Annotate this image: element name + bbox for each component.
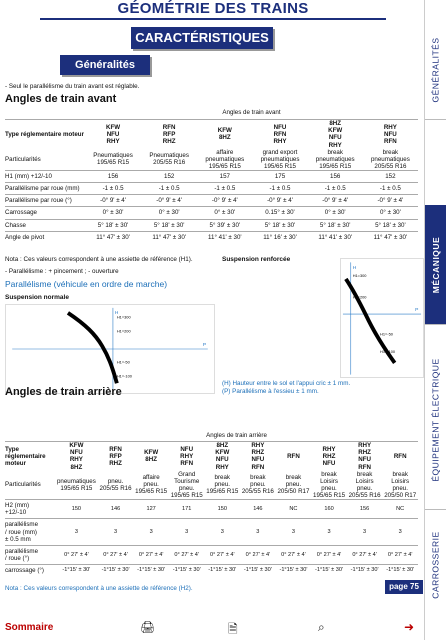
value-cell: 3 — [169, 519, 205, 545]
value-cell: 0° ± 30' — [308, 207, 363, 219]
value-cell: 11° 16' ± 30' — [252, 231, 307, 243]
rear-tyres-cell: break Loisirs pneu. 195/65 R15 — [313, 470, 346, 499]
value-cell: 5° 18' ± 30' — [363, 219, 418, 231]
print-icon[interactable]: 🖨 — [140, 620, 156, 634]
value-cell: 5° 18' ± 30' — [141, 219, 197, 231]
front-note: Nota : Ces valeurs correspondent à une assiette de référence (H1). — [5, 256, 193, 263]
legend-h: (H) Hauteur entre le sol et l'appui cric ± 1 mm. — [222, 380, 351, 387]
value-cell: 0° 27' ± 4' — [240, 545, 276, 564]
value-cell: -1 ± 0.5 — [252, 183, 307, 195]
value-cell: 5° 18' ± 30' — [252, 219, 307, 231]
legend-p: (P) Parallélisme à l'essieu ± 1 mm. — [222, 388, 319, 395]
page-number: page 75 — [385, 580, 423, 594]
tab-generalites[interactable]: GÉNÉRALITÉS — [425, 20, 446, 120]
value-cell: -1°15' ± 30' — [382, 565, 418, 577]
rear-tyres-cell: break Loisirs pneu. 205/50 R17 — [384, 470, 417, 499]
row-label: Parallélisme par roue (°) — [5, 195, 85, 207]
parallelism-title: Parallélisme (véhicule en ordre de marche) — [5, 279, 168, 289]
front-tyres-label: Particularités — [5, 155, 41, 163]
value-cell: 5° 39' ± 30' — [197, 219, 252, 231]
front-tyres-cell: grand export pneumatiques 195/65 R15 — [260, 148, 300, 170]
section-sidebar — [424, 0, 446, 640]
value-cell: 156 — [347, 500, 383, 519]
front-type-cell: NFU RFN RHY — [252, 120, 307, 149]
p-label: P — [415, 308, 419, 314]
value-cell: 0.15° ± 30' — [252, 207, 307, 219]
rear-tyres-cell: break pneu. 205/50 R17 — [277, 474, 310, 496]
tab-mecanique[interactable]: MÉCANIQUE — [425, 205, 446, 325]
reinforced-suspension-chart — [340, 258, 424, 378]
rear-group-header: Angles de train arrière — [206, 432, 267, 439]
front-data-row — [5, 231, 418, 243]
rear-type-cell: NFU RHY RFN — [169, 442, 205, 471]
rear-type-cell: 8HZ KFW NFU RHY — [205, 442, 241, 471]
value-cell: 171 — [169, 500, 205, 519]
value-cell: 127 — [133, 500, 169, 519]
tick-label: H1=300 — [352, 273, 367, 278]
value-cell: -1°15' ± 30' — [205, 565, 241, 577]
row-label: parallélisme / roue (°) — [5, 545, 55, 564]
value-cell: -1°15' ± 30' — [55, 565, 98, 577]
rear-tyres-cell: break pneu. 205/55 R16 — [241, 474, 274, 496]
value-cell: 150 — [205, 500, 241, 519]
rear-tyres-cell: affaire pneu. 195/65 R15 — [135, 474, 168, 496]
value-cell: 152 — [363, 171, 418, 183]
value-cell: -0° 9' ± 4' — [363, 195, 418, 207]
value-cell: -1°15' ± 30' — [169, 565, 205, 577]
rear-type-cell: RFN — [276, 442, 312, 471]
front-group-header: Angles de train avant — [222, 109, 281, 116]
front-angles-table — [5, 109, 418, 243]
front-data-row — [5, 195, 418, 207]
row-label: Angle de pivot — [5, 231, 85, 243]
rear-title: Angles de train arrière — [5, 386, 122, 398]
value-cell: 146 — [98, 500, 134, 519]
value-cell: 0° 27' ± 4' — [276, 545, 312, 564]
row-label: Chasse — [5, 219, 85, 231]
value-cell: -0° 9' ± 4' — [141, 195, 197, 207]
value-cell: 11° 47' ± 30' — [141, 231, 197, 243]
front-type-cell: RHY NFU RFN — [363, 120, 418, 149]
rear-data-row — [5, 500, 418, 519]
front-title: Angles de train avant — [5, 93, 117, 105]
front-data-row — [5, 207, 418, 219]
front-type-cell: RFN RFP RHZ — [141, 120, 197, 149]
rear-type-cell: RFN — [382, 442, 418, 471]
front-data-row — [5, 219, 418, 231]
tick-label: H1=-50 — [380, 331, 393, 337]
rear-angles-table — [5, 432, 418, 576]
value-cell: 11° 47' ± 30' — [85, 231, 141, 243]
row-label: Parallélisme par roue (mm) — [5, 183, 85, 195]
value-cell: 146 — [240, 500, 276, 519]
front-type-cell: 8HZ KFW NFU RHY — [308, 120, 363, 149]
binoculars-icon[interactable]: ⌕ — [318, 620, 325, 634]
value-cell: -1 ± 0.5 — [363, 183, 418, 195]
h-label: H — [352, 266, 357, 272]
front-tyres-cell: break pneumatiques 205/55 R16 — [370, 148, 410, 170]
rear-data-row — [5, 519, 418, 545]
value-cell: 5° 18' ± 30' — [85, 219, 141, 231]
tick-label: H1=-100 — [116, 373, 132, 379]
p-label: P — [202, 343, 207, 349]
tick-label: H1=-100 — [380, 349, 396, 355]
value-cell: -1°15' ± 30' — [133, 565, 169, 577]
value-cell: 0° 27' ± 4' — [347, 545, 383, 564]
value-cell: 11° 41' ± 30' — [308, 231, 363, 243]
tick-label: H1=300 — [116, 314, 131, 320]
rear-tyres-cell: break Loisirs pneu. 205/55 R16 — [348, 470, 381, 499]
value-cell: 0° 27' ± 4' — [133, 545, 169, 564]
h-label: H — [114, 310, 119, 316]
rear-note: Nota : Ces valeurs correspondent à une assiette de référence (H2). — [5, 585, 193, 592]
value-cell: 3 — [98, 519, 134, 545]
value-cell: -1°15' ± 30' — [276, 565, 312, 577]
row-label: H1 (mm) +12/-10 — [5, 171, 85, 183]
value-cell: 175 — [252, 171, 307, 183]
value-cell: 3 — [55, 519, 98, 545]
front-tyres-cell: Pneumatiques 205/55 R16 — [149, 152, 189, 167]
value-cell: -1 ± 0.5 — [85, 183, 141, 195]
value-cell: 0° 27' ± 4' — [382, 545, 418, 564]
row-label: carrossage (°) — [5, 565, 55, 577]
tab-equipement-electrique[interactable]: ÉQUIPEMENT ÉLECTRIQUE — [425, 330, 446, 510]
value-cell: 0° 27' ± 4' — [205, 545, 241, 564]
normal-suspension-chart — [5, 304, 215, 394]
front-type-cell: KFW 8HZ — [197, 120, 252, 149]
value-cell: 0° ± 30' — [363, 207, 418, 219]
rear-type-cell: KFW NFU RHY 8HZ — [55, 442, 98, 471]
rear-tyres-label: Particularités — [5, 481, 41, 489]
value-cell: 5° 18' ± 30' — [308, 219, 363, 231]
value-cell: -0° 9' ± 4' — [85, 195, 141, 207]
rear-data-row — [5, 545, 418, 564]
value-cell: -1°15' ± 30' — [347, 565, 383, 577]
rear-tyres-cell: pneumatiques 195/65 R15 — [56, 477, 96, 492]
value-cell: -0° 9' ± 4' — [308, 195, 363, 207]
value-cell: 156 — [85, 171, 141, 183]
rear-type-cell: RHY RHZ NFU RFN — [240, 442, 276, 471]
value-cell: 3 — [311, 519, 347, 545]
parallelism-legend: - Parallélisme : + pincement ; - ouverture — [5, 268, 119, 275]
value-cell: -1 ± 0.5 — [141, 183, 197, 195]
value-cell: -1 ± 0.5 — [308, 183, 363, 195]
front-data-row — [5, 171, 418, 183]
value-cell: 3 — [133, 519, 169, 545]
value-cell: 0° ± 30' — [141, 207, 197, 219]
intro-note: - Seul le parallélisme du train avant est réglable. — [5, 83, 140, 90]
value-cell: 3 — [382, 519, 418, 545]
value-cell: -1°15' ± 30' — [240, 565, 276, 577]
rear-data-row — [5, 565, 418, 577]
document-icon[interactable]: 🗎 — [228, 622, 238, 636]
value-cell: NC — [382, 500, 418, 519]
value-cell: 152 — [141, 171, 197, 183]
value-cell: 3 — [240, 519, 276, 545]
rear-tyres-cell: Grand Tourisme pneu. 195/65 R15 — [170, 470, 203, 499]
value-cell: 150 — [55, 500, 98, 519]
value-cell: -1 ± 0.5 — [197, 183, 252, 195]
reinforced-label: Suspension renforcée — [222, 256, 291, 263]
value-cell: -1°15' ± 30' — [98, 565, 134, 577]
value-cell: 157 — [197, 171, 252, 183]
front-tyres-cell: break pneumatiques 195/65 R15 — [315, 148, 355, 170]
value-cell: -0° 9' ± 4' — [197, 195, 252, 207]
section-banner: CARACTÉRISTIQUES — [131, 27, 273, 49]
value-cell: 3 — [347, 519, 383, 545]
row-label: parallélisme / roue (mm) ± 0.5 mm — [5, 519, 55, 545]
sommaire-link[interactable]: Sommaire — [5, 622, 54, 633]
rear-type-cell: RFN RFP RHZ — [98, 442, 134, 471]
tab-carrosserie[interactable]: CARROSSERIE — [431, 531, 441, 599]
rear-tyres-cell: pneu. 205/55 R16 — [99, 477, 132, 492]
value-cell: 11° 47' ± 30' — [363, 231, 418, 243]
value-cell: 160 — [311, 500, 347, 519]
row-label: Carrossage — [5, 207, 85, 219]
footer — [0, 612, 424, 640]
value-cell: 0° 27' ± 4' — [311, 545, 347, 564]
front-tyres-cell: affaire pneumatiques 195/65 R15 — [205, 148, 245, 170]
front-type-label: Type réglementaire moteur — [5, 120, 85, 149]
next-arrow-icon[interactable]: ➜ — [404, 620, 415, 634]
value-cell: 156 — [308, 171, 363, 183]
row-label: H2 (mm) +12/-10 — [5, 500, 55, 519]
normal-curve — [68, 313, 117, 383]
rear-type-label: Type réglementaire moteur — [5, 442, 55, 471]
value-cell: 0° 27' ± 4' — [98, 545, 134, 564]
front-tyres-cell: Pneumatiques 195/65 R15 — [93, 152, 133, 167]
value-cell: NC — [276, 500, 312, 519]
rear-type-cell: RHY RHZ NFU — [311, 442, 347, 471]
tick-label: H1=200 — [352, 294, 367, 300]
tick-label: H1=200 — [116, 328, 131, 334]
rear-tyres-cell: break pneu. 195/65 R15 — [206, 474, 239, 496]
page-title: GÉOMÉTRIE DES TRAINS — [40, 0, 386, 20]
value-cell: 11° 41' ± 30' — [197, 231, 252, 243]
front-data-row — [5, 183, 418, 195]
value-cell: -0° 9' ± 4' — [252, 195, 307, 207]
value-cell: 3 — [276, 519, 312, 545]
rear-type-cell: RHY RHZ NFU RFN — [347, 442, 383, 471]
tick-label: H1=-50 — [116, 359, 130, 365]
value-cell: -1°15' ± 30' — [311, 565, 347, 577]
normal-label: Suspension normale — [5, 294, 69, 301]
value-cell: 0° ± 30' — [85, 207, 141, 219]
subsection-banner: Généralités — [60, 55, 150, 75]
value-cell: 0° ± 30' — [197, 207, 252, 219]
rear-type-cell: KFW 8HZ — [133, 442, 169, 471]
value-cell: 3 — [205, 519, 241, 545]
value-cell: 0° 27' ± 4' — [55, 545, 98, 564]
value-cell: 0° 27' ± 4' — [169, 545, 205, 564]
front-type-cell: KFW NFU RHY — [85, 120, 141, 149]
